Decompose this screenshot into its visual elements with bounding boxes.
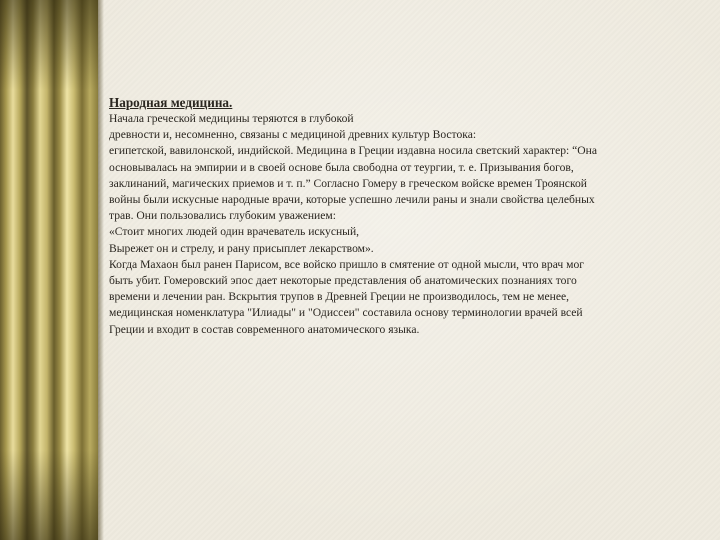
text-line: Вырежет он и стрелу, и рану присыплет лекарством». — [109, 241, 374, 255]
decorative-column-edge — [98, 0, 104, 540]
text-line: египетской, вавилонской, индийской. Медицина в Греции издавна носила светский характер: “Она — [109, 144, 598, 158]
text-line: «Стоит многих людей один врачеватель искусный, — [109, 225, 360, 239]
document-body — [109, 94, 709, 338]
text-line: основывалась на эмпирии и в своей основе была свободна от теургии, т. е. Призывания богов, — [109, 160, 574, 174]
paragraph — [109, 111, 709, 338]
decorative-column-shade — [0, 0, 98, 540]
text-line: медицинская номенклатура "Илиады" и "Одиссеи" составила основу терминологии врачей всей — [109, 306, 583, 320]
text-line: быть убит. Гомеровский эпос дает некоторые представления об анатомических познаниях того — [109, 274, 577, 288]
text-line: Греции и входит в состав современного анатомического языка. — [109, 322, 420, 336]
text-line: трав. Они пользовались глубоким уважением: — [109, 209, 336, 223]
document-title: Народная медицина. — [109, 95, 233, 110]
text-line: Начала греческой медицины теряются в глубокой — [109, 112, 354, 125]
text-line: Когда Махаон был ранен Парисом, все войско пришло в смятение от одной мысли, что врач мог — [109, 257, 584, 271]
text-line: войны были искусные народные врачи, которые успешно лечили раны и знали свойства целебных — [109, 193, 595, 207]
text-line: времени и лечении ран. Вскрытия трупов в Древней Греции не производилось, тем не менее, — [109, 290, 570, 304]
text-line: древности и, несомненно, связаны с медициной древних культур Востока: — [109, 128, 477, 142]
text-line: заклинаний, магических приемов и т. п.” Согласно Гомеру в греческом войске времен Троянской — [109, 176, 587, 190]
